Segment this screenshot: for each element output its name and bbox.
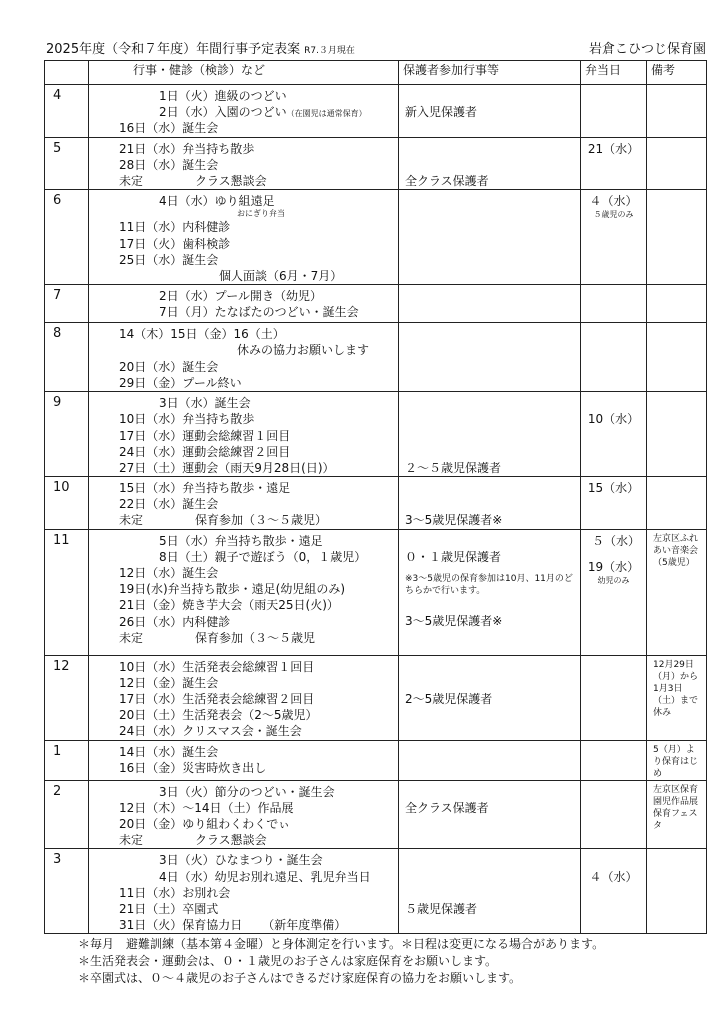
notes-text: 左京区ふれあい音楽会（5歳児） — [653, 533, 699, 568]
list-item: 17日（水）運動会総練習１回目 — [119, 428, 291, 443]
notes-text: 左京区保育園児作品展 — [653, 784, 699, 807]
footer-notes — [78, 936, 604, 987]
list-item: 14日（水）誕生会 — [119, 744, 219, 759]
bento-date: 15（水） — [587, 481, 640, 496]
guardian-note: ※3～5歳児の保育参加は10月、11月のどちらかで行います。 — [405, 573, 573, 596]
list-item: 20日（水）誕生会 — [119, 359, 219, 374]
notes-cell — [647, 392, 707, 477]
month-row-feb — [45, 780, 707, 849]
header-month — [45, 61, 89, 85]
events-cell — [89, 529, 399, 655]
list-item: 休みの協力お願いします — [237, 343, 370, 358]
month-row-jan — [45, 740, 707, 780]
list-item: 3日（火）節分のつどい・誕生会 — [159, 784, 335, 799]
bento-cell — [581, 137, 647, 190]
notes-cell — [647, 477, 707, 530]
list-item: 11日（水）お別れ会 — [119, 885, 231, 900]
notes-cell — [647, 285, 707, 323]
month-label: 11 — [45, 529, 89, 655]
bento-cell — [581, 780, 647, 849]
header-events: 行事・健診（検診）など — [89, 61, 399, 85]
notes-cell — [647, 137, 707, 190]
list-item: 21日（水）弁当持ち散歩 — [119, 141, 255, 156]
list-item: 8日（土）親子で遊ぼう（0，１歳児） — [159, 549, 367, 564]
guardian-text: 新入児保護者 — [405, 105, 478, 120]
bento-date: 10（水） — [587, 412, 640, 427]
month-row-apr — [45, 85, 707, 138]
bento-note: 幼児のみ — [597, 576, 630, 585]
list-item: 10日（水）弁当持ち散歩 — [119, 412, 255, 427]
events-cell — [89, 740, 399, 780]
list-item: 16日（金）災害時炊き出し — [119, 760, 267, 775]
events-cell — [89, 190, 399, 285]
list-item: 12日（金）誕生会 — [119, 675, 219, 690]
list-item: 7日（月）たなばたのつどい・誕生会 — [159, 305, 359, 320]
list-item: 31日（火）保育協力日 （新年度準備） — [119, 918, 347, 933]
notes-cell — [647, 529, 707, 655]
annual-schedule-table — [44, 60, 707, 934]
bento-note: ５歳児のみ — [593, 210, 634, 220]
as-of-date: R7.３月現在 — [304, 46, 355, 56]
month-row-oct — [45, 477, 707, 530]
month-label: 9 — [45, 392, 89, 477]
list-item: 10日（水）生活発表会総練習１回目 — [119, 659, 315, 674]
list-item: 2日（水）入園のつどい（在園児は通常保育） — [159, 105, 367, 120]
guardian-cell — [399, 190, 581, 285]
bento-cell — [581, 477, 647, 530]
notes-cell — [647, 780, 707, 849]
bento-cell — [581, 190, 647, 285]
notes-cell — [647, 740, 707, 780]
header-notes: 備考 — [647, 61, 707, 85]
guardian-cell — [399, 740, 581, 780]
list-item: 19日(水)弁当持ち散歩・遠足(幼児組のみ) — [119, 582, 345, 597]
list-item: 2日（水）プール開き（幼児） — [159, 289, 323, 304]
notes-text: 12月29日（月）から1月3日（土）まで休み — [653, 659, 699, 718]
notes-cell — [647, 655, 707, 740]
list-item: 11日（水）内科健診 — [119, 220, 231, 235]
guardian-text: 3～5歳児保護者※ — [405, 513, 503, 528]
guardian-text: 2～5歳児保護者 — [405, 692, 493, 706]
notes-text: 保育フェスタ — [653, 808, 698, 831]
events-cell — [89, 285, 399, 323]
guardian-text: ２～５歳児保護者 — [405, 460, 502, 475]
events-cell — [89, 85, 399, 138]
bento-cell — [581, 655, 647, 740]
events-cell — [89, 137, 399, 190]
list-item: 4日（水）ゆり組遠足 — [159, 194, 275, 209]
footer-note: ＊毎月 避難訓練（基本第４金曜）と身体測定を行います。＊日程は変更になる場合があります。 — [78, 937, 605, 951]
list-item: 3日（水）誕生会 — [159, 396, 251, 411]
guardian-cell — [399, 323, 581, 392]
month-row-mar — [45, 849, 707, 934]
list-item: 未定 クラス懇談会 — [119, 173, 267, 188]
header-bento: 弁当日 — [581, 61, 647, 85]
month-label: 10 — [45, 477, 89, 530]
bento-date: 21（水） — [587, 141, 640, 156]
bento-cell — [581, 740, 647, 780]
list-item: 27日（土）運動会（雨天9月28日(日)） — [119, 460, 335, 475]
events-cell — [89, 780, 399, 849]
month-label: 1 — [45, 740, 89, 780]
list-item: 20日（土）生活発表会（2～5歳児） — [119, 708, 318, 723]
guardian-text: 全クラス保護者 — [405, 800, 489, 815]
month-row-may — [45, 137, 707, 190]
events-cell — [89, 392, 399, 477]
guardian-text: ０・１歳児保護者 — [405, 549, 502, 564]
table-header-row — [45, 61, 707, 85]
guardian-text: 全クラス保護者 — [405, 173, 489, 188]
bento-cell — [581, 392, 647, 477]
bento-date: ５（水） — [591, 533, 640, 548]
list-item: 4日（水）幼児お別れ遠足、乳児弁当日 — [159, 869, 371, 884]
notes-cell — [647, 85, 707, 138]
guardian-cell — [399, 392, 581, 477]
notes-text: 5（月）より保育はじめ — [653, 744, 699, 779]
events-cell — [89, 477, 399, 530]
list-item: 17日（水）生活発表会総練習２回目 — [119, 692, 315, 706]
page-header — [46, 38, 706, 56]
header-guardian: 保護者参加行事等 — [399, 61, 581, 85]
month-label: 7 — [45, 285, 89, 323]
list-item: 24日（水）運動会総練習２回目 — [119, 444, 291, 459]
list-item: 個人面談（6月・7月） — [219, 268, 343, 283]
guardian-cell — [399, 137, 581, 190]
list-item: 1日（火）進級のつどい — [159, 89, 287, 103]
notes-cell — [647, 323, 707, 392]
list-item: 20日（金）ゆり組わくわくでぃ — [119, 816, 291, 831]
month-row-jul — [45, 285, 707, 323]
guardian-cell — [399, 655, 581, 740]
list-item: 24日（水）クリスマス会・誕生会 — [119, 724, 302, 739]
bento-cell — [581, 849, 647, 934]
month-row-nov — [45, 529, 707, 655]
document-title: 2025年度（令和７年度）年間行事予定表案 R7.３月現在 — [46, 42, 355, 57]
events-cell — [89, 655, 399, 740]
list-item: 29日（金）プール終い — [119, 375, 242, 390]
list-item: 15日（水）弁当持ち散歩・遠足 — [119, 481, 291, 496]
guardian-cell — [399, 780, 581, 849]
month-row-dec — [45, 655, 707, 740]
list-item: 12日（木）～14日（土）作品展 — [119, 800, 294, 815]
guardian-cell — [399, 285, 581, 323]
organization-name: 岩倉こひつじ保育園 — [588, 42, 706, 57]
month-row-aug — [45, 323, 707, 392]
month-label: 2 — [45, 780, 89, 849]
notes-cell — [647, 190, 707, 285]
list-item: 3日（火）ひなまつり・誕生会 — [159, 853, 323, 868]
month-label: 5 — [45, 137, 89, 190]
list-item: 22日（水）誕生会 — [119, 497, 219, 512]
list-item: 17日（火）歯科検診 — [119, 236, 231, 251]
events-cell — [89, 849, 399, 934]
month-row-sep — [45, 392, 707, 477]
bento-date: ４（水） — [589, 869, 638, 884]
list-item: 26日（水）内科健診 — [119, 614, 231, 629]
bento-cell — [581, 529, 647, 655]
month-label: 4 — [45, 85, 89, 138]
list-item: 21日（金）焼き芋大会（雨天25日(火)） — [119, 598, 339, 613]
bento-date: ４（水） — [589, 194, 638, 209]
bento-cell — [581, 85, 647, 138]
bento-cell — [581, 285, 647, 323]
list-item: 28日（水）誕生会 — [119, 157, 219, 172]
guardian-cell — [399, 85, 581, 138]
footer-note: ＊卒園式は、０～４歳児のお子さんはできるだけ家庭保育の協力をお願いします。 — [78, 971, 522, 985]
list-item: 14（木）15日（金）16（土） — [119, 327, 285, 342]
list-item: 未定 クラス懇談会 — [119, 833, 267, 848]
guardian-cell — [399, 849, 581, 934]
list-item: 未定 保育参加（３～５歳児） — [119, 513, 328, 528]
bento-cell — [581, 323, 647, 392]
notes-cell — [647, 849, 707, 934]
events-cell — [89, 323, 399, 392]
list-item: 25日（水）誕生会 — [119, 252, 219, 267]
list-item: 未定 保育参加（３～５歳児 — [119, 630, 316, 645]
list-item: 21日（土）卒園式 — [119, 901, 219, 916]
guardian-cell — [399, 477, 581, 530]
guardian-cell — [399, 529, 581, 655]
list-item: 5日（水）弁当持ち散歩・遠足 — [159, 533, 323, 548]
month-row-jun — [45, 190, 707, 285]
list-item: 16日（水）誕生会 — [119, 121, 219, 136]
month-label: 6 — [45, 190, 89, 285]
month-label: 12 — [45, 655, 89, 740]
guardian-text: 3～5歳児保護者※ — [405, 613, 503, 628]
month-label: 8 — [45, 323, 89, 392]
month-label: 3 — [45, 849, 89, 934]
footer-note: ＊生活発表会・運動会は、０・１歳児のお子さんは家庭保育をお願いします。 — [78, 954, 498, 968]
bento-date: 19（水） — [587, 559, 640, 574]
guardian-text: ５歳児保護者 — [405, 901, 478, 916]
list-item: 12日（水）誕生会 — [119, 566, 219, 580]
list-item: おにぎり弁当 — [237, 209, 285, 219]
